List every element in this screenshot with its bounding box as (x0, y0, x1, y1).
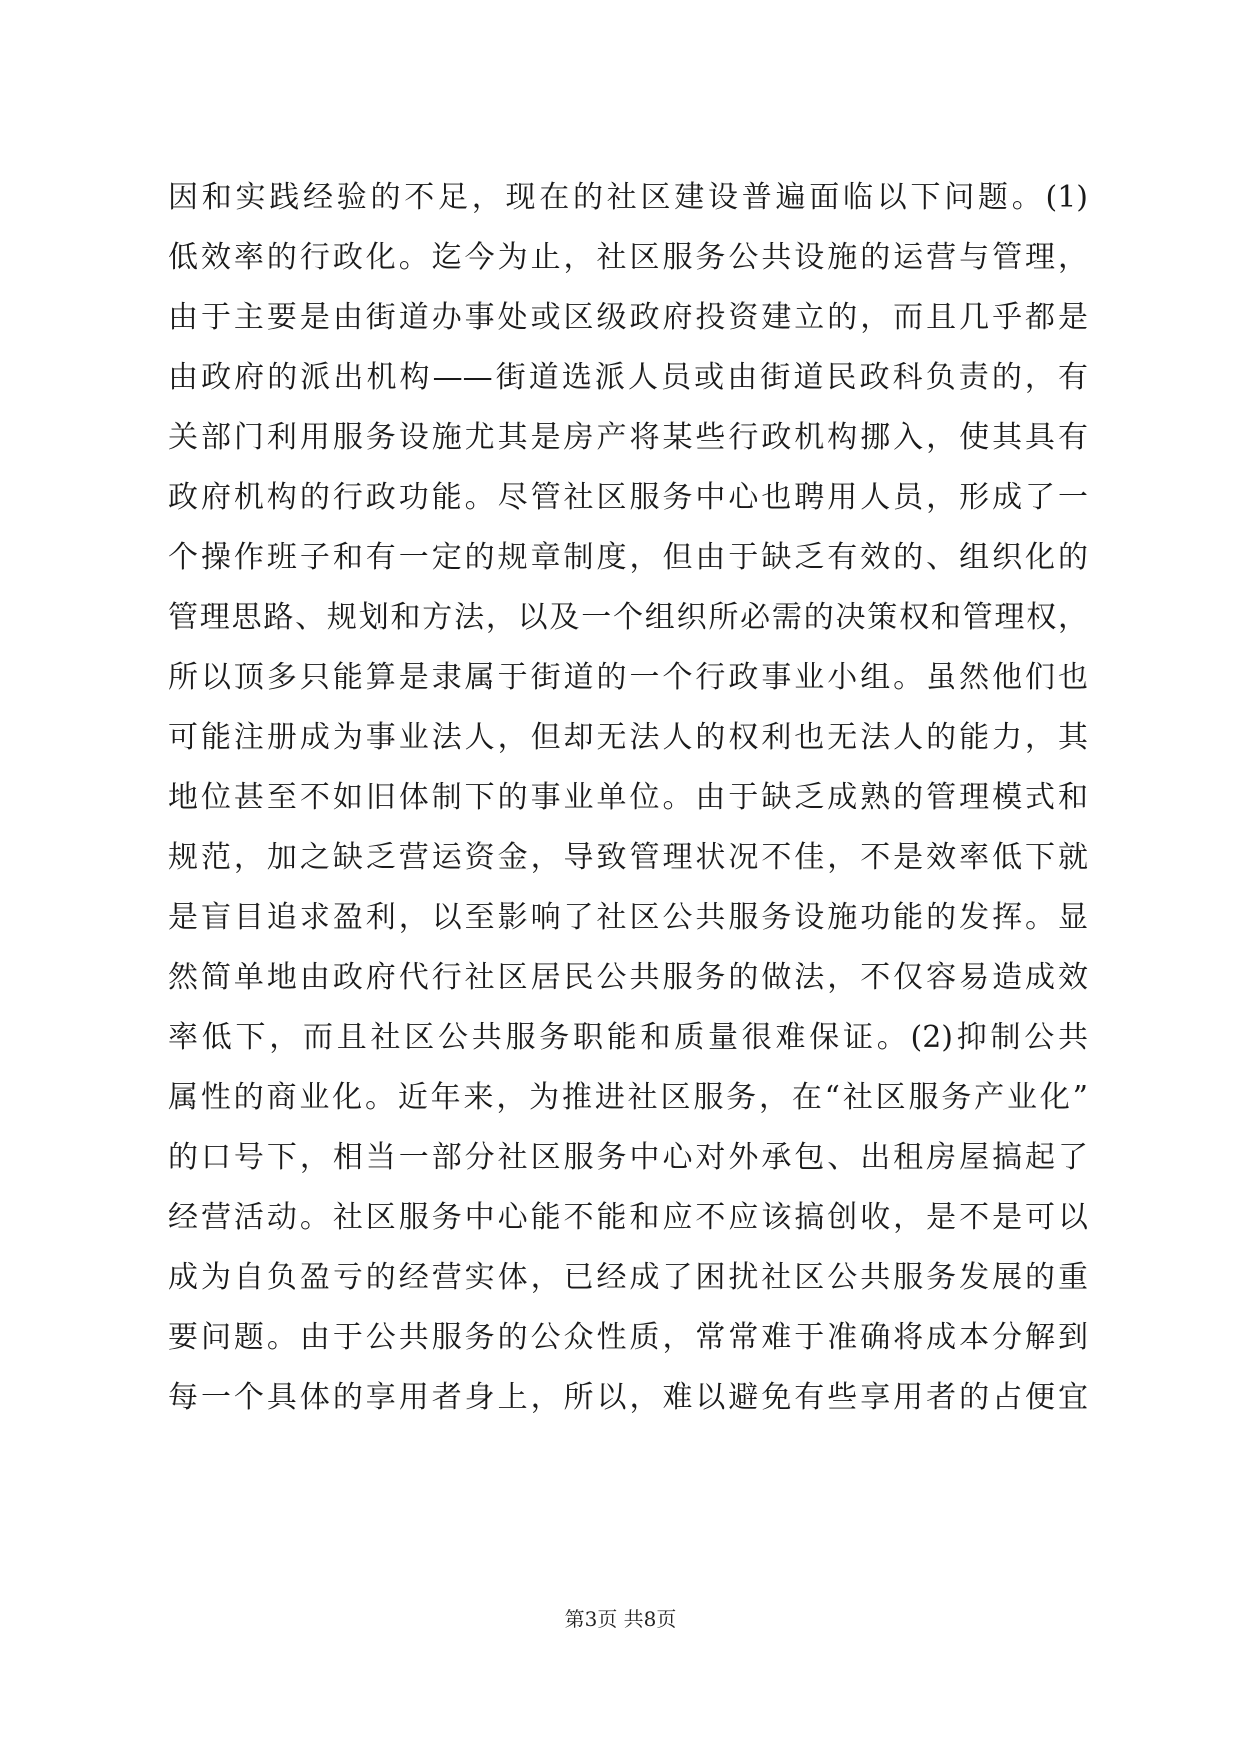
text-line: 政府机构的行政功能。尽管社区服务中心也聘用人员，形成了一 (168, 480, 1088, 515)
text-line: 的口号下，相当一部分社区服务中心对外承包、出租房屋搞起了 (168, 1140, 1088, 1175)
text-line: 率低下，而且社区公共服务职能和质量很难保证。(2)抑制公共 (168, 1020, 1088, 1055)
text-line: 要问题。由于公共服务的公众性质，常常难于准确将成本分解到 (168, 1320, 1088, 1355)
body-text (168, 168, 1088, 1428)
page-footer (0, 1605, 1241, 1633)
text-line: 地位甚至不如旧体制下的事业单位。由于缺乏成熟的管理模式和 (168, 780, 1088, 815)
text-line: 由于主要是由街道办事处或区级政府投资建立的，而且几乎都是 (168, 300, 1088, 335)
text-line: 经营活动。社区服务中心能不能和应不应该搞创收，是不是可以 (168, 1200, 1088, 1235)
text-line: 由政府的派出机构——街道选派人员或由街道民政科负责的，有 (168, 360, 1088, 395)
text-line: 属性的商业化。近年来，为推进社区服务，在“社区服务产业化” (168, 1080, 1088, 1115)
text-line: 个操作班子和有一定的规章制度，但由于缺乏有效的、组织化的 (168, 540, 1088, 575)
text-line: 可能注册成为事业法人，但却无法人的权利也无法人的能力，其 (168, 720, 1088, 755)
text-line: 成为自负盈亏的经营实体，已经成了困扰社区公共服务发展的重 (168, 1260, 1088, 1295)
text-line: 关部门利用服务设施尤其是房产将某些行政机构挪入，使其具有 (168, 420, 1088, 455)
text-line: 所以顶多只能算是隶属于街道的一个行政事业小组。虽然他们也 (168, 660, 1088, 695)
text-line: 管理思路、规划和方法，以及一个组织所必需的决策权和管理权， (168, 600, 1088, 635)
text-line: 然简单地由政府代行社区居民公共服务的做法，不仅容易造成效 (168, 960, 1088, 995)
text-line: 低效率的行政化。迄今为止，社区服务公共设施的运营与管理， (168, 240, 1088, 275)
page-number: 第3页 共8页 (564, 1607, 677, 1631)
text-line: 每一个具体的享用者身上，所以，难以避免有些享用者的占便宜 (168, 1380, 1088, 1415)
text-line: 是盲目追求盈利，以至影响了社区公共服务设施功能的发挥。显 (168, 900, 1088, 935)
text-line: 规范，加之缺乏营运资金，导致管理状况不佳，不是效率低下就 (168, 840, 1088, 875)
text-line: 因和实践经验的不足，现在的社区建设普遍面临以下问题。(1) (168, 180, 1088, 215)
